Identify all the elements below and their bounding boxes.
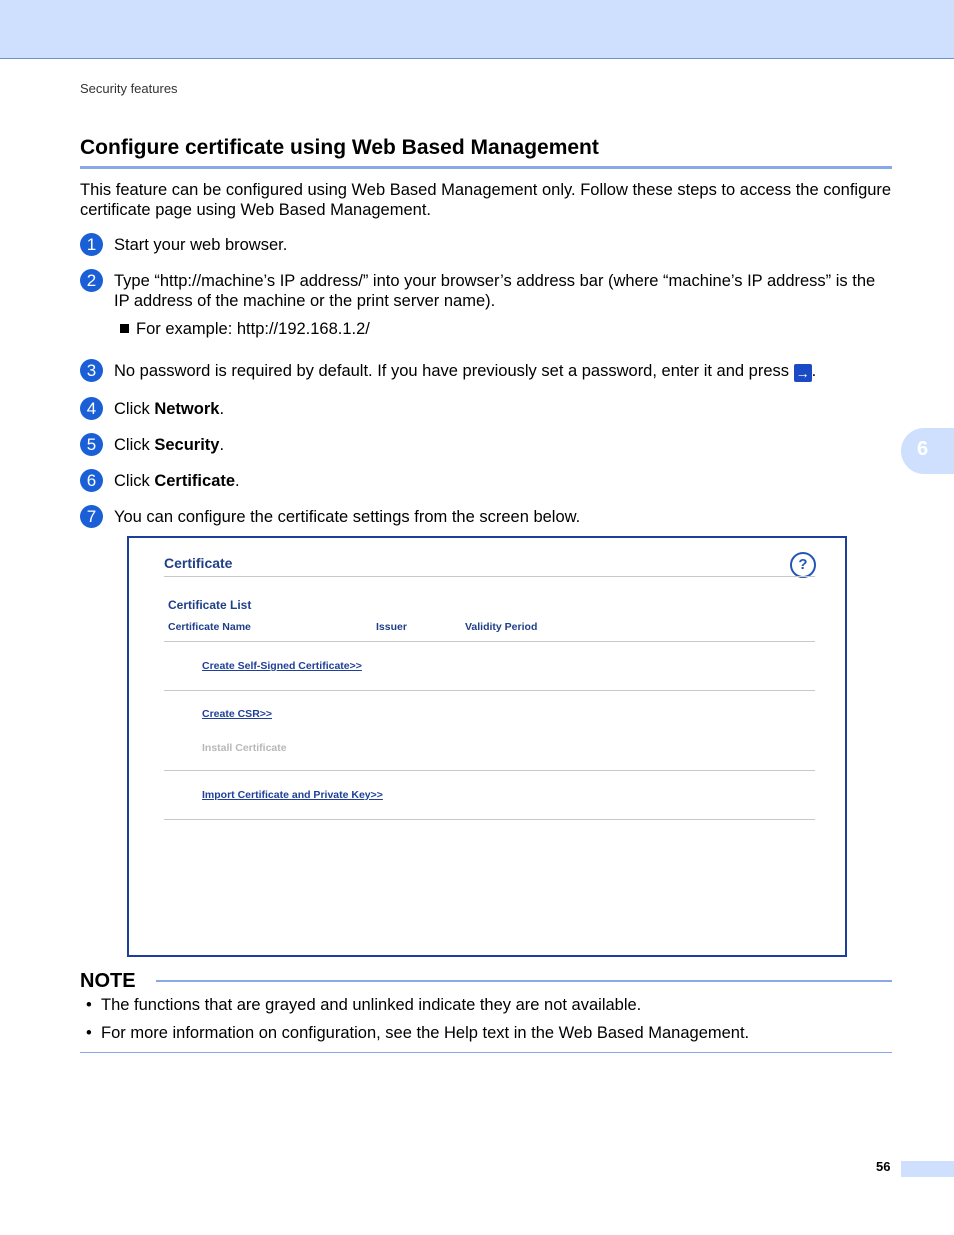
note-text: The functions that are grayed and unlinked indicate they are not available. — [101, 996, 642, 1014]
step-bold-term: Security — [154, 436, 220, 454]
square-bullet-icon — [120, 324, 129, 333]
step-bold-term: Certificate — [154, 472, 236, 490]
section-title: Configure certificate using Web Based Management — [80, 136, 599, 159]
step-text-wrap: Click Network. — [114, 400, 225, 418]
divider — [164, 576, 815, 577]
step-text: Start your web browser. — [114, 236, 288, 254]
intro-paragraph: This feature can be configured using Web Based Management only. Follow these steps to access the configure certificate page using Web Based Management. — [80, 181, 892, 219]
bullet-dot-icon: • — [86, 996, 92, 1014]
note-rule — [156, 980, 892, 982]
step-number: 3 — [80, 359, 103, 382]
step-number: 4 — [80, 397, 103, 420]
step-prefix: Click — [114, 400, 155, 418]
certificate-header: Certificate — [164, 555, 233, 571]
step-6 — [80, 471, 892, 491]
running-head: Security features — [80, 81, 178, 96]
step-text: Type “http://machine’s IP address/” into your browser’s address bar (where “machine’s IP address” is the IP address of the machine or the print server name). — [114, 272, 876, 310]
step-number: 5 — [80, 433, 103, 456]
step-5 — [80, 435, 892, 455]
divider — [164, 819, 815, 820]
note-item — [86, 996, 641, 1015]
note-item — [86, 1024, 749, 1043]
step-number: 2 — [80, 269, 103, 292]
divider — [164, 641, 815, 642]
column-header-validity: Validity Period — [465, 621, 538, 633]
help-icon[interactable]: ? — [790, 552, 816, 578]
step-text-wrap: Click Security. — [114, 436, 225, 454]
import-certificate-link[interactable]: Import Certificate and Private Key>> — [202, 789, 383, 801]
chapter-number: 6 — [917, 438, 929, 460]
page-number: 56 — [876, 1159, 891, 1174]
step-7 — [80, 507, 892, 527]
step-bold-term: Network — [154, 400, 220, 418]
step-1 — [80, 235, 892, 255]
chapter-tab — [901, 428, 954, 474]
divider — [164, 690, 815, 691]
step-number: 6 — [80, 469, 103, 492]
step-prefix: Click — [114, 436, 155, 454]
step-text-wrap: Click Certificate. — [114, 472, 240, 490]
create-csr-link[interactable]: Create CSR>> — [202, 708, 273, 720]
step-text: No password is required by default. If you have previously set a password, enter it and press — [114, 362, 790, 380]
note-title: NOTE — [80, 970, 136, 992]
column-header-issuer: Issuer — [376, 621, 407, 633]
column-header-name: Certificate Name — [168, 621, 251, 633]
divider — [164, 770, 815, 771]
step-number: 1 — [80, 233, 103, 256]
example-text: For example: http://192.168.1.2/ — [136, 320, 370, 338]
step-2 — [80, 271, 892, 311]
create-self-signed-link[interactable]: Create Self-Signed Certificate>> — [202, 660, 362, 672]
step-4 — [80, 399, 892, 419]
step-prefix: Click — [114, 472, 155, 490]
certificate-screenshot — [127, 536, 847, 957]
step-3 — [80, 361, 892, 382]
step-number: 7 — [80, 505, 103, 528]
install-certificate-disabled: Install Certificate — [202, 742, 287, 754]
step-text-wrap: No password is required by default. If you have previously set a password, enter it and press → . — [114, 362, 817, 381]
bullet-dot-icon: • — [86, 1024, 92, 1042]
top-header-band — [0, 0, 954, 59]
page-number-band — [901, 1161, 954, 1177]
certificate-list-title: Certificate List — [168, 598, 252, 612]
note-end-rule — [80, 1052, 892, 1053]
note-text: For more information on configuration, see the Help text in the Web Based Management. — [101, 1024, 750, 1042]
step-text: You can configure the certificate settings from the screen below. — [114, 508, 581, 526]
title-rule — [80, 166, 892, 169]
enter-arrow-icon: → — [795, 365, 810, 381]
example-bullet — [120, 320, 370, 339]
